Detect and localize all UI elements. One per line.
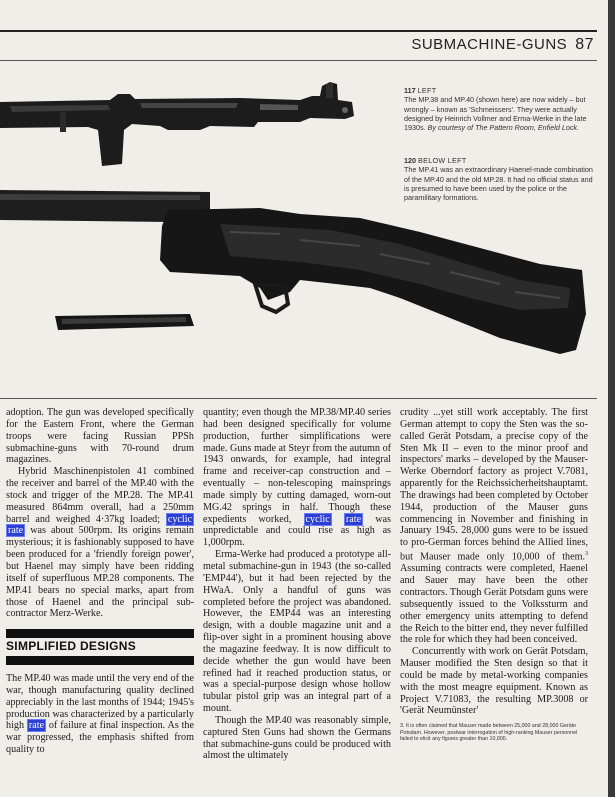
text-column-3 [400,407,588,743]
col2-paragraph-1 [203,407,391,549]
col3-p1-start: crudity ...yet still work acceptably. The first German attempt to copy the Sten was the so-called Gerät Potsdam, a precise copy of the Sten Mk II – even to the minor proof and inspectors' marks – developed by the Mauser-Werke Oberndorf factory as project V.7081, apparently for the Reichssicherheitshauptamt. The drawings had been completed by October 1944, production of the Mauser guns commencing in November and finishing in January 1945. 28,000 guns were to be issued to pro-German forces behind the Allied lines, but Mauser made only 10,000 of them. [400,407,588,563]
caption-117 [404,86,594,132]
col1-paragraph-1: adoption. The gun was developed specifically for the Eastern Front, where the German troops were facing Russian PPSh submachine-guns with 70-round drum magazines. [6,407,194,466]
highlight-cyclic[interactable]: cyclic [305,513,330,525]
section-bar-top [6,629,194,638]
col1-p2-end: was about 500rpm. Its origins remain mysterious; it is fashionably supposed to have been produced for a 'friendly foreign power', but Haenel may simply have been ridding itself of superfluous MP.28 components. The MP.41 bears no special marks, apart from those of Haenel and the principal sub-contractor Merz-Werke. [6,525,194,620]
footnote: 3. It is often claimed that Mauser made between 25,000 and 28,000 Geräte Potsdam. However, postwar interrogation of high-ranking Mauser personnel failed to elicit any figures greater than 10,000. [400,723,578,743]
col2-paragraph-3: Though the MP.40 was reasonably simple, captured Sten Guns had shown the Germans that submachine-guns could be produced with almost the ultimately [203,714,391,762]
highlight-rate[interactable]: rate [28,720,45,732]
highlight-rate[interactable]: rate [8,525,24,537]
col1-p3-start: The MP.40 was made until the very end of the war, though manufacturing quality declined appreciably in the last months of 1944; 1945's production was characterized by a particularly high [6,673,194,732]
col2-p1-start: quantity; even though the MP.38/MP.40 series had been designed specifically for volume production, further simplifications were made. Guns made at Steyr from the autumn of 1943 onwards, for example, had integral frame and receiver-cap construction and – eventually – non-telescoping mainsprings made simply by cutting damaged, worn-out MG.42 springs in half. Though these expedients worked, [203,407,391,525]
section-bar-bottom [6,656,194,665]
page-number: 87 [575,36,594,53]
col1-paragraph-2 [6,466,194,620]
col3-paragraph-1 [400,407,588,646]
col1-paragraph-3 [6,673,194,756]
header-rule [0,30,597,32]
caption-117-text: The MP.38 and MP.40 (shown here) are now widely – but wrongly – known as 'Schmeissers'. They were actually designed by Heinrich Vollmer and Erma-Werke in the late 1930s. [404,95,587,133]
text-column-1 [6,407,194,756]
text-column-2 [203,407,391,762]
highlight-rate[interactable]: rate [345,513,362,525]
col3-paragraph-2: Concurrently with work on Gerät Potsdam, Mauser modified the Sten design so that it could be made by metal-working companies with the most meagre equipment. Known as Project V.71083, the resulting MP.3008 or 'Gerät Neumünster' [400,646,588,717]
caption-117-number: 117 [404,86,416,95]
mp40-gun-image [0,72,360,172]
footnote-marker: 3 [585,551,588,558]
figure-text-divider [0,398,597,399]
caption-117-credit: By courtesy of The Pattern Room, Enfield Lock. [427,123,580,133]
caption-120 [404,156,594,202]
caption-120-position: BELOW LEFT [418,156,467,165]
page-edge-shadow [608,0,615,797]
caption-120-number: 120 [404,156,416,165]
col3-p1-end: Assuming contracts were completed, Haenel and Sauer may have been the other contractors. Though Gerät Potsdam guns were subsequently issued to the Volkssturm and other emergency units attempting to defend the Reich to the bitter end, they never fulfilled the role for which they had been conceived. [400,563,588,646]
col1-p2-start: Hybrid Maschinenpistolen 41 combined the receiver and barrel of the MP.40 with the stock and trigger of the MP.28. The MP.41 measured 864mm overall, had a 250mm barrel and weighed 4·37kg loaded; [6,466,194,525]
section-heading: SIMPLIFIED DESIGNS [6,639,137,654]
running-head [411,36,594,54]
col2-paragraph-2: Erma-Werke had produced a prototype all-metal submachine-gun in 1943 (the so-called 'EMP44'), but it had been rejected by the HWaA. Only a handful of guns was completed before the project was abandoned. However, the EMP44 was an interesting design, with a double magazine unit and a flip-over sight in a prominent housing above the magazine feedway. It is now difficult to decide whether the gun would have been refined had it reached production status, or was a special-purpose design whose hollow tubular pistol grip was an integral part of a mount. [203,549,391,715]
caption-120-text: The MP.41 was an extraordinary Haenel-made combination of the MP.40 and the old MP.28. It had no official status and is presumed to have been used by the police or the paramilitary formations. [404,165,593,203]
running-head-title: SUBMACHINE-GUNS [411,36,568,53]
col2-p1-end: was unpredictable and could rise as high as 1,000rpm. [203,513,391,549]
mp41-gun-image [0,188,590,378]
highlight-cyclic[interactable]: cyclic [167,513,192,525]
col1-p3-end: of failure at final inspection. As the war progressed, the emphasis shifted from quality to [6,720,194,756]
caption-117-position: LEFT [417,86,437,95]
header-rule-thin [0,60,597,61]
